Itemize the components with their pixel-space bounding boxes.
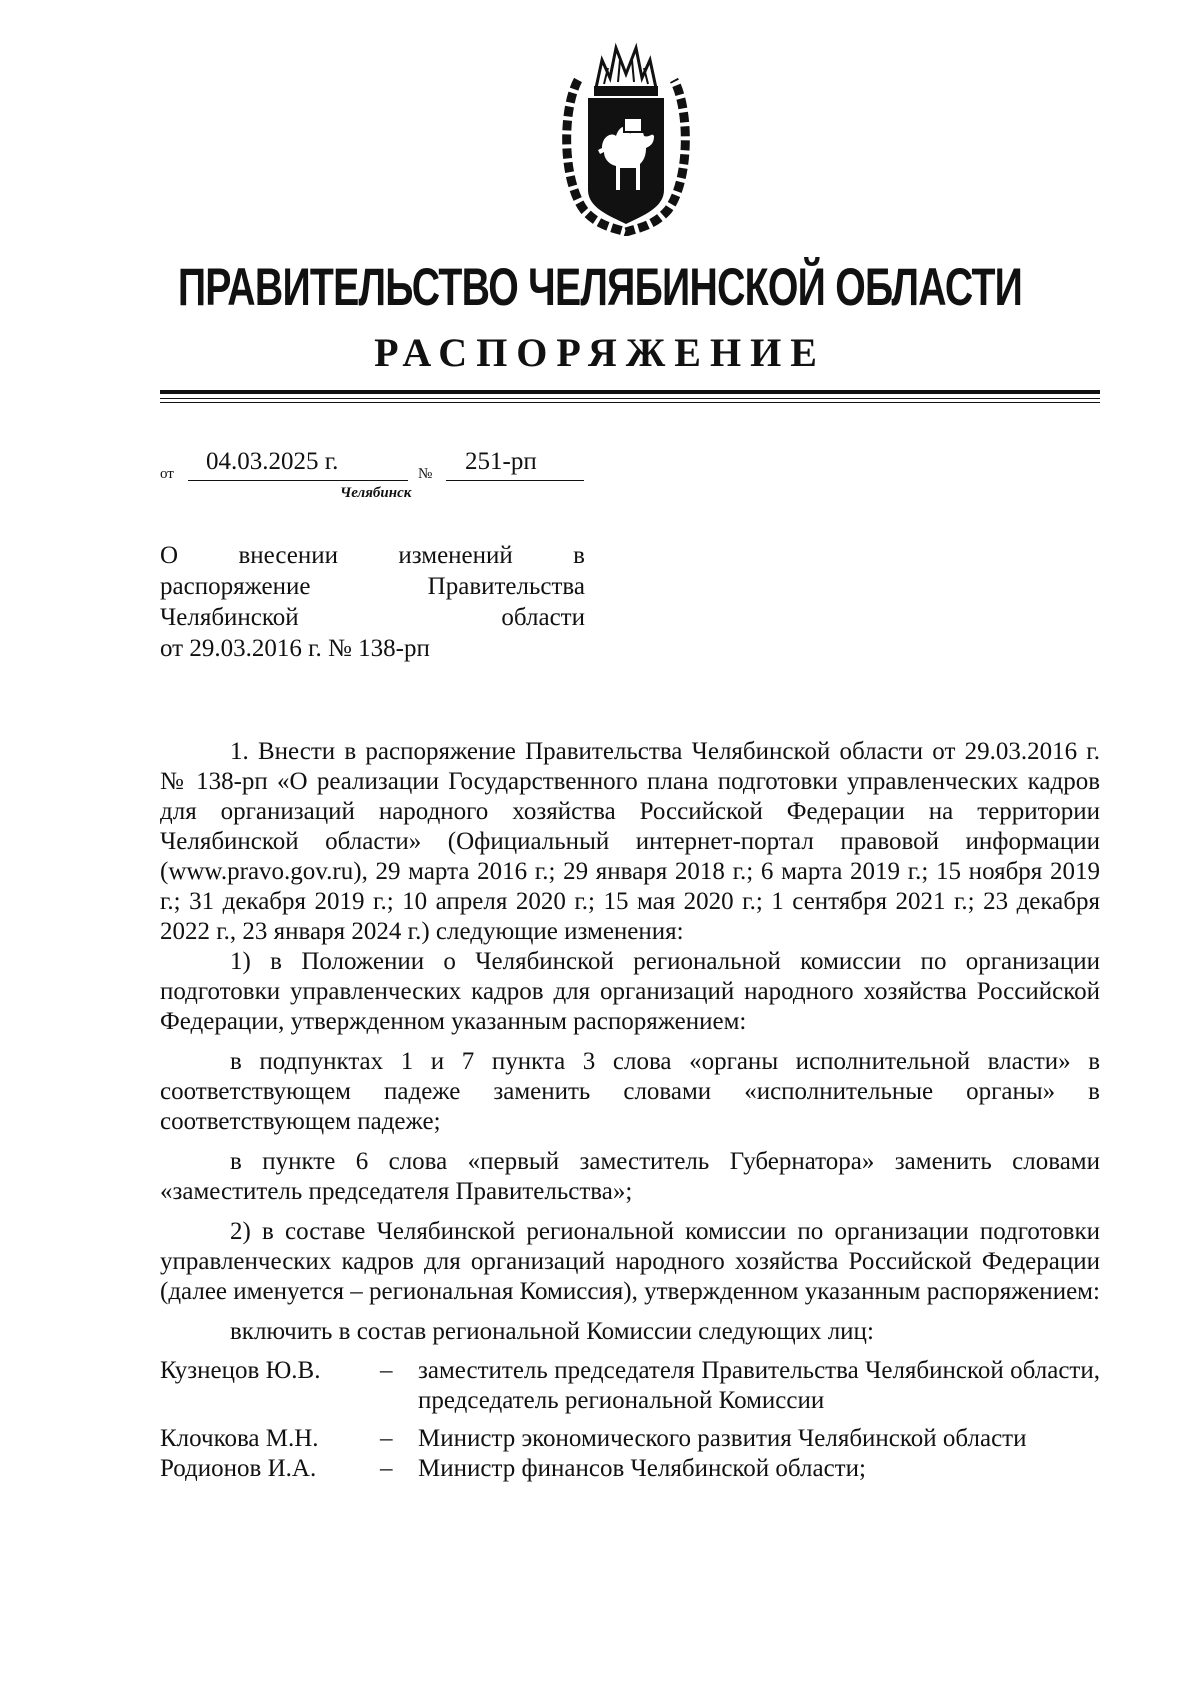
member-dash: – — [380, 1357, 393, 1384]
header-divider-thin — [160, 398, 1100, 399]
date-label: от — [160, 466, 174, 482]
organization-title: ПРАВИТЕЛЬСТВО ЧЕЛЯБИНСКОЙ ОБЛАСТИ — [177, 258, 1023, 317]
subject-line: Челябинской области — [160, 604, 585, 631]
paragraph-1-2: 2) в составе Челябинской региональной комиссии по организации подготовки управленческих кадров для организаций народного хозяйства Российской Федерации (далее именуется – региональная Комиссия), утвержденном указанным распоряжением: — [160, 1218, 1100, 1305]
member-role: Министр финансов Челябинской области; — [418, 1455, 866, 1482]
member-dash: – — [380, 1425, 393, 1452]
paragraph-1-1: 1) в Положении о Челябинской региональной комиссии по организации подготовки управленческих кадров для организаций народного хозяйства Российской Федерации, утвержденном указанным распоряжением: — [160, 948, 1100, 1035]
paragraph-1-2-a: включить в состав региональной Комиссии следующих лиц: — [230, 1318, 874, 1345]
city-label: Челябинск — [340, 485, 412, 501]
header-divider-thin-2 — [160, 402, 1100, 403]
member-row — [160, 1356, 1100, 1416]
member-row — [160, 1454, 1100, 1484]
member-name: Клочкова М.Н. — [160, 1425, 319, 1452]
member-name: Кузнецов Ю.В. — [160, 1357, 321, 1384]
paragraph-1-1-b: в пункте 6 слова «первый заместитель Губернатора» заменить словами «заместитель председателя Правительства»; — [160, 1148, 1100, 1205]
member-role: заместитель председателя Правительства Челябинской области, председатель региональной Комиссии — [418, 1357, 1100, 1414]
document-body — [160, 737, 1100, 1484]
document-date: 04.03.2025 г. — [206, 448, 339, 475]
paragraph-1-1-a: в подпунктах 1 и 7 пункта 3 слова «органы исполнительной власти» в соответствующем падеже заменить словами «исполнительные органы» в соответствующем падеже; — [160, 1048, 1100, 1135]
member-dash: – — [380, 1455, 393, 1482]
subject-line: О внесении изменений в — [160, 542, 585, 569]
member-name: Родионов И.А. — [160, 1455, 317, 1482]
subject-line: распоряжение Правительства — [160, 573, 585, 600]
number-label: № — [418, 466, 433, 482]
date-underline — [188, 480, 408, 481]
number-underline — [446, 480, 584, 481]
header-divider — [160, 390, 1100, 394]
coat-of-arms-icon — [558, 40, 694, 236]
subject-line: от 29.03.2016 г. № 138-рп — [160, 635, 430, 662]
member-role: Министр экономического развития Челябинской области — [418, 1425, 1027, 1452]
document-subject — [160, 540, 585, 664]
paragraph-1: 1. Внести в распоряжение Правительства Челябинской области от 29.03.2016 г. № 138-рп «О реализации Государственного плана подготовки управленческих кадров для организаций народного хозяйства Российской Федерации на территории Челябинской области» (Официальный интернет-портал правовой информации (www.pravo.gov.ru), 29 марта 2016 г.; 29 января 2018 г.; 6 марта 2019 г.; 15 ноября 2019 г.; 31 декабря 2019 г.; 10 апреля 2020 г.; 15 мая 2020 г.; 1 сентября 2021 г.; 23 декабря 2022 г., 23 января 2024 г.) следующие изменения: — [160, 738, 1100, 945]
document-type-heading: РАСПОРЯЖЕНИЕ — [374, 330, 826, 375]
member-row — [160, 1424, 1100, 1454]
members-list — [160, 1356, 1100, 1484]
document-number: 251-рп — [465, 448, 537, 475]
